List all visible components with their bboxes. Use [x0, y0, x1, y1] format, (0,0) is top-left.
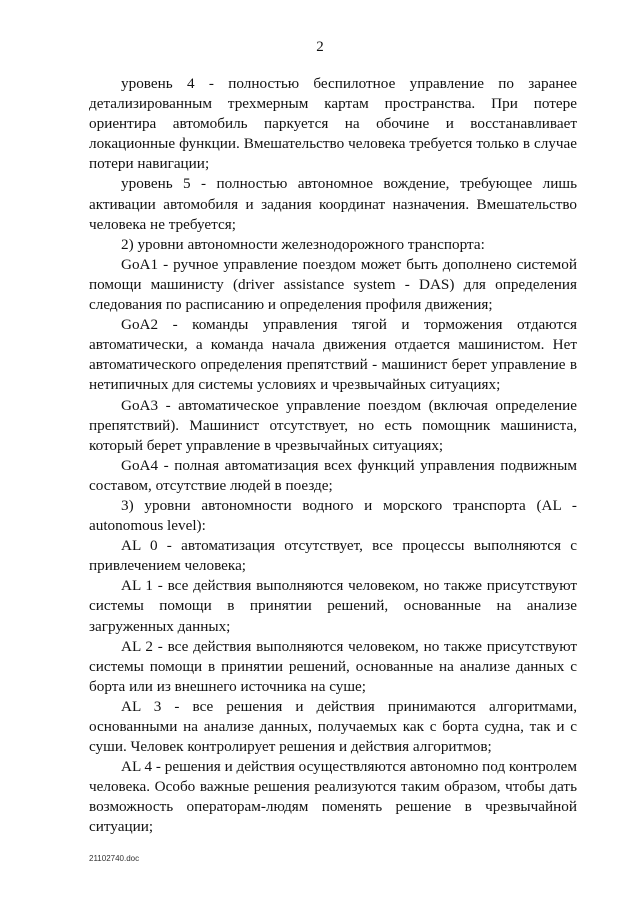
document-body	[89, 74, 577, 838]
paragraph-al1: AL 1 - все действия выполняются человеком, но также присутствуют системы помощи в принятии решений, основанные на анализе загруженных данных;	[89, 577, 577, 635]
paragraph-goa4: GoA4 - полная автоматизация всех функций управления подвижным составом, отсутствие людей в поезде;	[89, 456, 577, 494]
paragraph-goa1: GoA1 - ручное управление поездом может быть дополнено системой помощи машинисту (driver assistance system - DAS) для определения следования по расписанию и определения профиля движения;	[89, 255, 577, 314]
paragraph-railway-heading: 2) уровни автономности железнодорожного транспорта:	[121, 235, 485, 253]
paragraph-al4: AL 4 - решения и действия осуществляются автономно под контролем человека. Особо важные решения реализуются таким образом, чтобы дать возможность операторам-людям поменять решение в чрезвычайной ситуации;	[89, 758, 577, 836]
document-file-id: 21102740.doc	[89, 854, 140, 863]
paragraph-maritime-heading: 3) уровни автономности водного и морского транспорта (AL - autonomous level):	[89, 496, 577, 535]
paragraph-goa2: GoA2 - команды управления тягой и торможения отдаются автоматически, а команда начала движения отдается машинистом. Нет автоматического определения препятствий - машинист берет управление в нетипичных для системы условиях и чрезвычайных ситуациях;	[89, 316, 577, 394]
paragraph-goa3: GoA3 - автоматическое управление поездом (включая определение препятствий). Машинист отсутствует, но есть помощник машиниста, который берет управление в чрезвычайных ситуациях;	[89, 396, 577, 454]
page-number: 2	[316, 39, 324, 55]
paragraph-level-5: уровень 5 - полностью автономное вождение, требующее лишь активации автомобиля и задания координат назначения. Вмешательство человека не требуется;	[89, 175, 577, 233]
paragraph-al2: AL 2 - все действия выполняются человеком, но также присутствуют системы помощи в принятии решений, основанные на анализе данных с борта или из внешнего источника на суше;	[89, 637, 577, 695]
paragraph-level-4: уровень 4 - полностью беспилотное управление по заранее детализированным трехмерным картам пространства. При потере ориентира автомобиль паркуется на обочине и восстанавливает локационные функции. Вмешательство человека требуется только в случае потери навигации;	[89, 75, 577, 173]
paragraph-al3: AL 3 - все решения и действия принимаются алгоритмами, основанными на анализе данных, получаемых как с борта судна, так и с суши. Человек контролирует решения и действия алгоритмов;	[89, 697, 577, 756]
paragraph-al0: AL 0 - автоматизация отсутствует, все процессы выполняются с привлечением человека;	[89, 537, 577, 575]
